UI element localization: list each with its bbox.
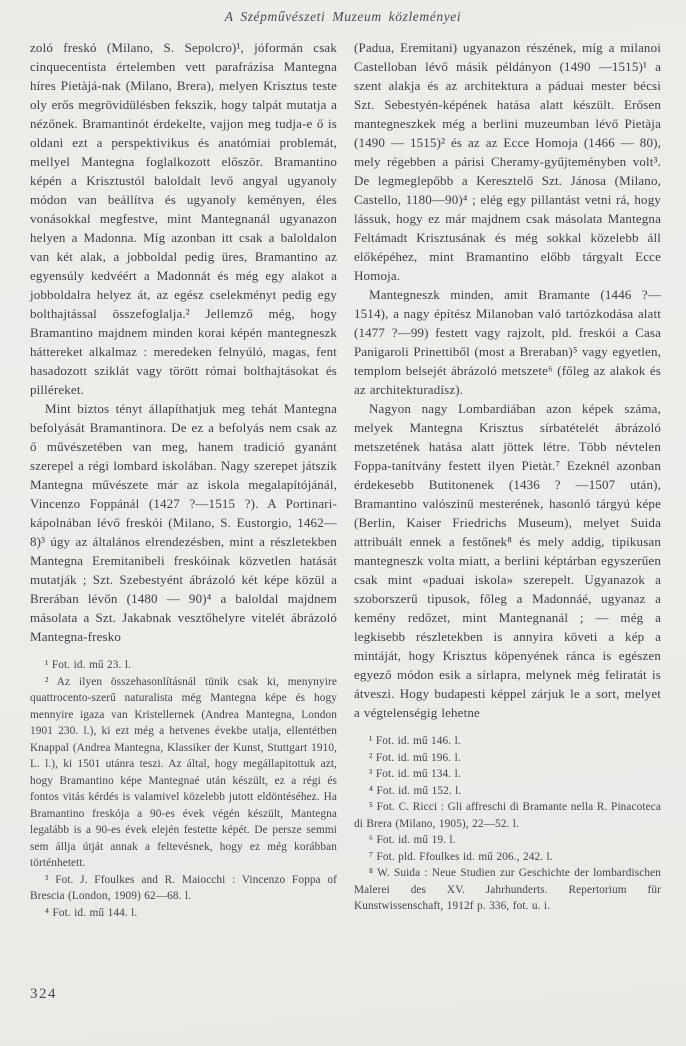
body-paragraph: Nagyon nagy Lombardiában azon képek száma, melyek Mantegna Krisztus sírbatételét ábrázoló metszetének hatása alatt jöttek létre. Több névtelen Foppa-tanítvány festett ilyen Pietàt.⁷ Ezeknél azonban érdekesebb Butitonenek (1436 ? —1507 után), Bramantino valószinű mesterének, hasonló tárgyú képe (Berlin, Kaiser Friedrichs Museum), melyet Suida attribuált ennek a festőnek⁸ és mely addig, tipikusan mantegneszk volta miatt, a berlini képtárban egyszerűen csak mint «paduai iskola» szerepelt. Ugyanazok a szoborszerű tipusok, főleg a Madonnáé, ugyanaz a kemény redőzet, mint Mantegnanál ; — még a legkisebb részletekben is annyira követi a kép a mintáját, hogy Krisztus köpenyének ránca is egészen egyező módon esik a sírlapra, melynek még feliratát is átveszi. Hogy budapesti képpel zárjuk le a sort, melyet a végtelenségig lehetne xyxy=(354,401,661,720)
body-paragraph: Mint biztos tényt állapíthatjuk meg tehát Mantegna befolyását Bramantinora. De ez a befolyás nem csak az ő művészetében van meg, hanem tradició gyanánt szerepel a régi lombard iskolában. Nagy szerepet játszik Mantegna művészete már az iskola megalapítójánál, Vincenzo Foppánál (1427 ?—1515 ?). A Portinari-kápolnában lévő freskói (Milano, S. Eustorgio, 1462— 8)³ úgy az általános elrendezésben, mint a részletekben Mantegna Eremitanibeli freskóinak közvetlen hatását mutatják ; Szt. Szebestyént ábrázoló két képe közül a Brerában lévőn (1480 — 90)⁴ a baloldal majdnem másolata a Szt. Jakabnak vesztőhelyre vitelét ábrázoló Mantegna-fresko xyxy=(30,401,337,644)
footnote-item: ³ Fot. id. mű 134. l. xyxy=(369,768,461,780)
right-column-footnotes xyxy=(354,733,661,915)
left-column-footnotes xyxy=(30,657,337,921)
footnote-item: ⁵ Fot. C. Ricci : Gli affreschi di Bramante nella R. Pinacoteca di Brera (Milano, 1905), 22—52. l. xyxy=(354,801,661,830)
footnote-item: ⁷ Fot. pld. Ffoulkes id. mű 206., 242. l. xyxy=(369,850,553,863)
body-paragraph: Mantegneszk minden, amit Bramante (1446 ?— 1514), a nagy építész Milanoban való tartózkodása alatt (1477 ?—99) festett vagy rajzolt, pld. freskói a Casa Panigaroli Prinettiből (most a Breraban)⁵ vagy egyetlen, templom belsejét ábrázoló metszete⁶ (főleg az alakok és az architekturadísz). xyxy=(354,287,661,397)
body-paragraph: (Padua, Eremitani) ugyanazon részének, míg a milanoi Castelloban lévő másik példányon (1490 —1515)¹ a szent alakja és az architektura a páduai mester bécsi Szt. Sebestyén-képének hatása alatt készült. Erősen mantegneszkek még a berlini muzeumban lévő Pietàja (1490 — 1515)² és az az Ecce Homoja (1466 — 80), mely régebben a párisi Cheramy-gyűjteményben volt³. De legmeglepőbb a Keresztelő Szt. Jánosa (Milano, Castello, 1180—90)⁴ ; elég egy pillantást vetni rá, hogy lássuk, hogy ez már majdnem csak másolata Mantegna Feltámadt Krisztusának és még sokkal közelebb áll előképéhez, mint Bramantino előbb tárgyalt Ecce Homoja. xyxy=(354,40,661,283)
journal-header-title: A Szépművészeti Muzeum közleményei xyxy=(224,9,462,24)
two-column-layout xyxy=(0,25,686,921)
left-column xyxy=(30,38,337,921)
footnote-item: ¹ Fot. id. mű 146. l. xyxy=(369,735,461,747)
footnote-item: ¹ Fot. id. mű 23. l. xyxy=(45,659,132,671)
footnote-item: ² Fot. id. mű 196. l. xyxy=(369,751,461,764)
footnote-item: ³ Fot. J. Ffoulkes and R. Maiocchi : Vincenzo Foppa of Brescia (London, 1909) 62—68. l. xyxy=(30,873,337,902)
right-column xyxy=(354,38,661,921)
footnote-item: ⁴ Fot. id. mű 152. l. xyxy=(369,784,462,797)
footnote-item: ² Az ilyen összehasonlításnál tünik csak ki, menynyire quattrocento-szerű naturalista még Mantegna képe és hogy mennyire igaza van Kristellernek (Andrea Mantegna, London 1901 230. l.), ki ezt még a hetvenes évekbe utalja, ellentétben Knappal (Andrea Mantegna, Klassiker der Kunst, Stuttgart 1910, L. l.), ki 1501 utánra teszi. Az által, hogy megállapitottuk azt, hogy Bramantino képe Mantegnaé után készült, ez a régi és fontos vitás kérdés is valamivel közelebb jutott eldöntéséhez. Ha Bramantino freskója a 90-es évek végén készült, Mantegna legalább is a 90-es évek elején festette képét. De persze semmi sem állja útját annak a feltevésnek, hogy ez még korábban történhetett. xyxy=(30,675,337,869)
page-number: 324 xyxy=(30,986,57,1002)
right-column-body xyxy=(354,38,661,722)
body-paragraph: zoló freskó (Milano, S. Sepolcro)¹, jóformán csak cinquecentista értelemben vett parafrázisa Mantegna híres Pietàjá-nak (Milano, Brera), melyen Krisztus teste oly erős megrövidülésben fekszik, hogy talpát mutatja a nézőnek. Bramantinót érdekelte, vajjon meg tudja-e ő is oldani ezt a perspektivikus és anatómiai problemát, mellyel Mantegna foglalkozott először. Bramantino képén a Krisztustól baloldalt levő angyal ugyanoly módon van beállítva és ugyanoly keményen, éles vonásokkal megfestve, mint Mantegnanál ugyanazon helyen a Madonna. Míg azonban itt csak a baloldalon van két alak, a jobboldal pedig üres, Bramantino az egyensúly kedvéért a Madonnát és még egy alakot a jobboldalra helyez át, az egész cselekményt pedig egy bolthajtással összefoglalja.² Jellemző még, hogy Bramantino majdnem minden korai képén mantegneszk háttereket alkalmaz : meredeken felnyúló, magas, fent hasadozott sziklát vagy törött római bolthajtásokat és pilléreket. xyxy=(30,40,337,397)
left-column-body xyxy=(30,38,337,646)
footnote-item: ⁸ W. Suida : Neue Studien zur Geschichte der lombardischen Malerei des XV. Jahrhunderts. Repertorium für Kunstwissenschaft, 1912f p. 336, fot. u. i. xyxy=(354,867,661,912)
footnote-item: ⁴ Fot. id. mű 144. l. xyxy=(45,906,138,919)
footnote-item: ⁶ Fot. id. mű 19. l. xyxy=(369,834,456,846)
